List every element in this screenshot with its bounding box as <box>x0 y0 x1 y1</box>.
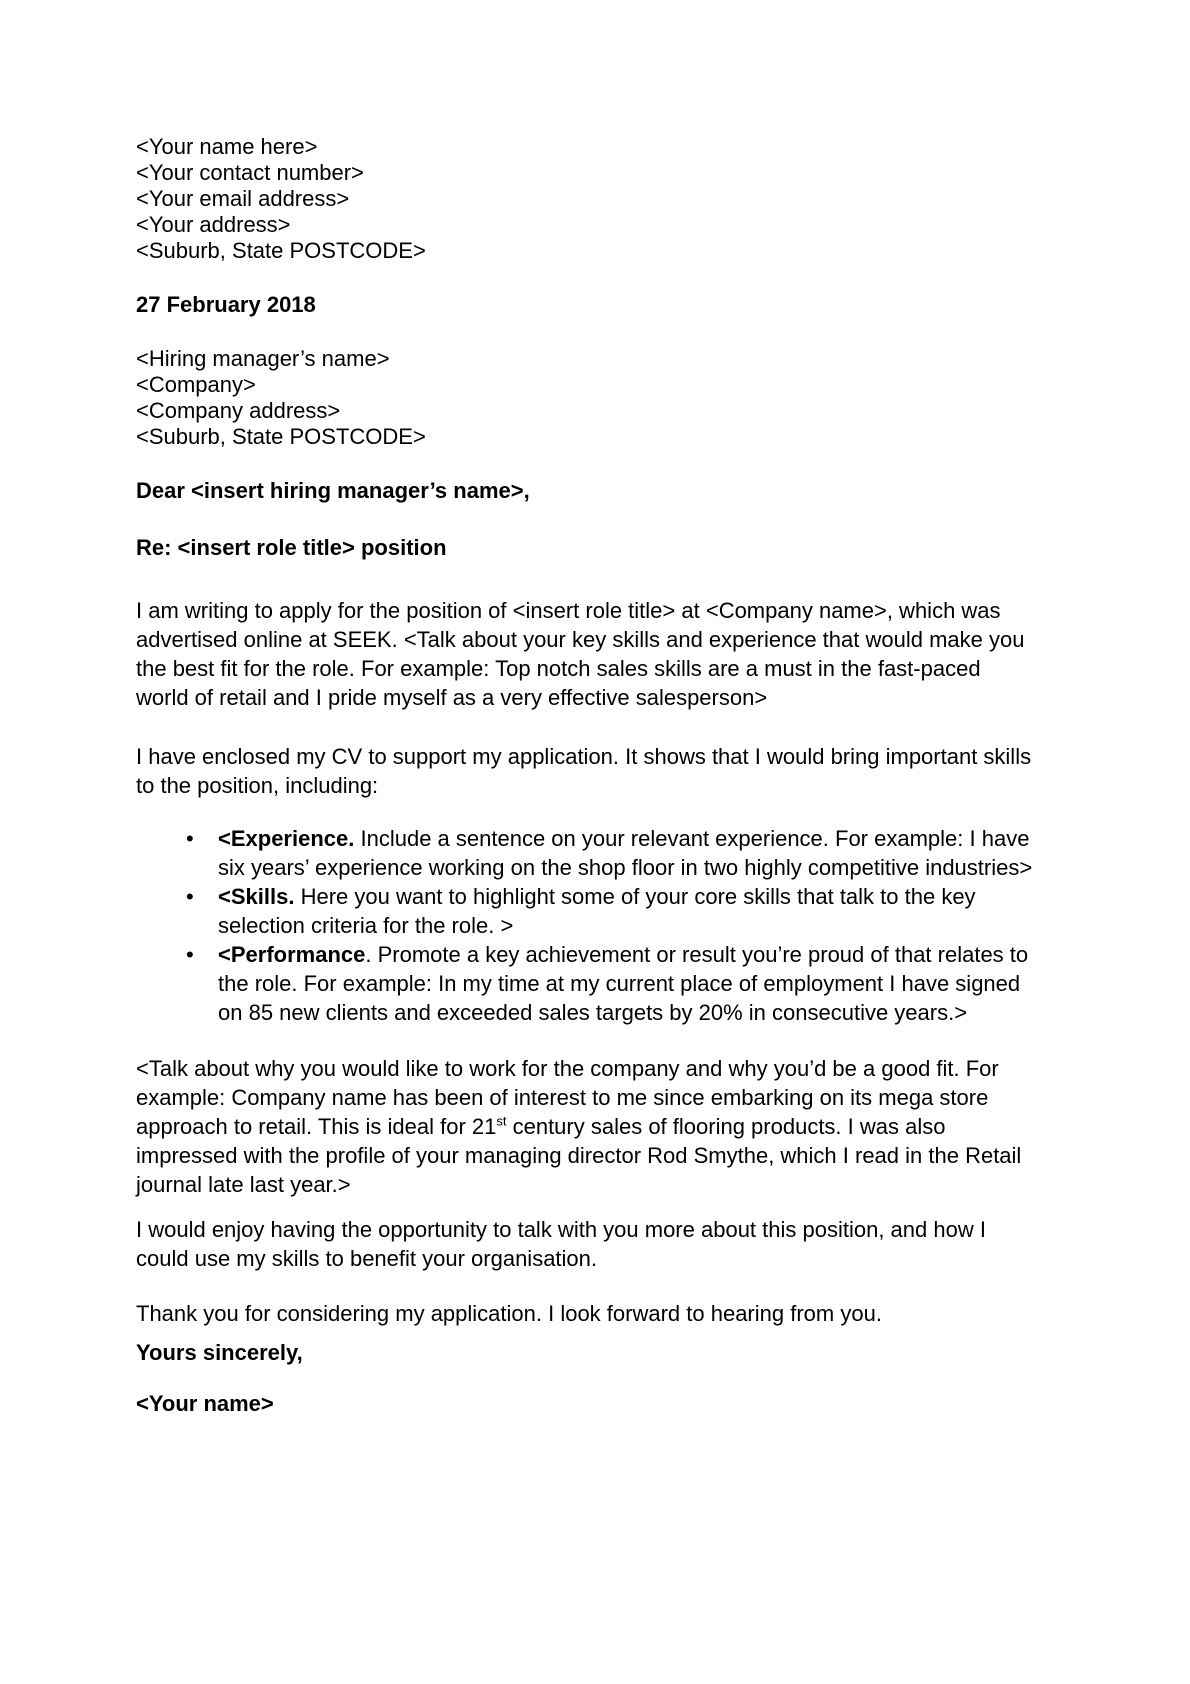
paragraph-line-with-superscript <box>136 1112 1130 1141</box>
recipient-manager-line: <Hiring manager’s name> <box>136 346 390 371</box>
bullet-continuation-line: selection criteria for the role. > <box>218 913 514 938</box>
bullet-list <box>136 824 1130 1027</box>
superscript-line-post: century sales of flooring products. I was also <box>506 1114 946 1139</box>
bullet-item-experience <box>136 824 1130 882</box>
salutation-line: Dear <insert hiring manager’s name>, <box>136 478 530 503</box>
subject-line: Re: <insert role title> position <box>136 535 447 560</box>
bullet-text <box>218 940 1028 1027</box>
thanks-paragraph <box>136 1299 1130 1328</box>
paragraph-line: I would enjoy having the opportunity to talk with you more about this position, and how I <box>136 1217 986 1242</box>
sender-email-line: <Your email address> <box>136 186 350 211</box>
bullet-item-skills <box>136 882 1130 940</box>
date-line: 27 February 2018 <box>136 292 316 317</box>
bullet-lead: <Experience. <box>218 826 355 851</box>
bullet-marker-icon: • <box>186 942 194 967</box>
sender-contact-line: <Your contact number> <box>136 160 364 185</box>
bullet-first-line <box>218 940 1028 969</box>
bullet-lead: <Performance <box>218 942 366 967</box>
cv-paragraph <box>136 742 1130 800</box>
sender-suburb-line: <Suburb, State POSTCODE> <box>136 238 426 263</box>
bullet-continuation-line: six years’ experience working on the shop floor in two highly competitive industries> <box>218 855 1033 880</box>
company-paragraph <box>136 1054 1130 1199</box>
recipient-suburb-line: <Suburb, State POSTCODE> <box>136 424 426 449</box>
paragraph-line: world of retail and I pride myself as a very effective salesperson> <box>136 685 768 710</box>
bullet-text <box>218 882 976 940</box>
bullet-rest: Include a sentence on your relevant experience. For example: I have <box>354 826 1030 851</box>
bullet-rest: Here you want to highlight some of your core skills that talk to the key <box>294 884 976 909</box>
signoff-line: Yours sincerely, <box>136 1340 303 1365</box>
intro-paragraph <box>136 596 1130 712</box>
bullet-text <box>218 824 1032 882</box>
paragraph-line: could use my skills to benefit your organisation. <box>136 1246 598 1271</box>
bullet-continuation-line: the role. For example: In my time at my current place of employment I have signed <box>218 971 1021 996</box>
superscript-line-pre: approach to retail. This is ideal for 21 <box>136 1114 497 1139</box>
recipient-company-line: <Company> <box>136 372 256 397</box>
recipient-block <box>136 346 1130 450</box>
paragraph-line: example: Company name has been of interest to me since embarking on its mega store <box>136 1085 989 1110</box>
signature-line: <Your name> <box>136 1391 274 1416</box>
paragraph-line: the best fit for the role. For example: Top notch sales skills are a must in the fast-paced <box>136 656 981 681</box>
bullet-marker-icon: • <box>186 826 194 851</box>
paragraph-line: advertised online at SEEK. <Talk about your key skills and experience that would make you <box>136 627 1025 652</box>
bullet-marker-icon: • <box>186 884 194 909</box>
sender-name-line: <Your name here> <box>136 134 318 159</box>
paragraph-line: I have enclosed my CV to support my application. It shows that I would bring important skills <box>136 744 1032 769</box>
paragraph-line: journal late last year.> <box>136 1172 351 1197</box>
bullet-first-line <box>218 882 976 911</box>
bullet-lead: <Skills. <box>218 884 295 909</box>
paragraph-line: Thank you for considering my application. I look forward to hearing from you. <box>136 1301 882 1326</box>
sender-address-line: <Your address> <box>136 212 291 237</box>
paragraph-line: to the position, including: <box>136 773 379 798</box>
bullet-first-line <box>218 824 1032 853</box>
recipient-address-line: <Company address> <box>136 398 341 423</box>
bullet-item-performance <box>136 940 1130 1027</box>
paragraph-line: impressed with the profile of your managing director Rod Smythe, which I read in the Retail <box>136 1143 1022 1168</box>
bullet-rest: . Promote a key achievement or result you’re proud of that relates to <box>365 942 1029 967</box>
bullet-continuation-line: on 85 new clients and exceeded sales targets by 20% in consecutive years.> <box>218 1000 968 1025</box>
superscript-ordinal: st <box>496 1113 507 1129</box>
paragraph-line: I am writing to apply for the position of <insert role title> at <Company name>, which was <box>136 598 1001 623</box>
sender-block <box>136 134 1130 264</box>
opportunity-paragraph <box>136 1215 1130 1273</box>
paragraph-line: <Talk about why you would like to work for the company and why you’d be a good fit. For <box>136 1056 999 1081</box>
